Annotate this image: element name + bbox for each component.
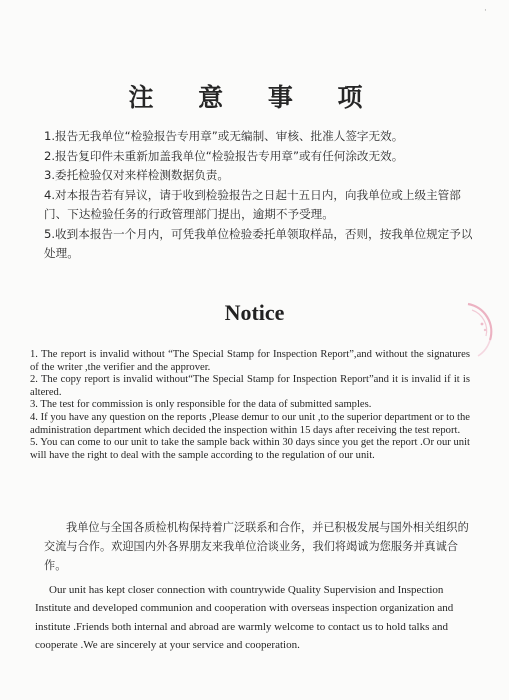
- corner-mark: ·: [484, 6, 487, 16]
- chinese-notice-item-2: 2.报告复印件未重新加盖我单位“检验报告专用章”或有任何涂改无效。: [44, 148, 404, 163]
- chinese-notice-item-1: 1.报告无我单位“检验报告专用章”或无编制、审核、批准人签字无效。: [44, 129, 404, 143]
- english-notice-item-5: 5. You can come to our unit to take the sample back within 30 days since you get the report .Or our unit will have the right to deal with the sample according to the regulation of our unit.: [30, 437, 470, 461]
- english-notice-list: [30, 349, 470, 462]
- english-title: Notice: [224, 300, 285, 325]
- chinese-notice-item-5: 5.收到本报告一个月内，可凭我单位检验委托单领取样品，否则，按我单位规定予以处理。: [44, 226, 473, 260]
- english-notice-item-3: 3. The test for commission is only responsible for the data of submitted samples.: [30, 399, 372, 411]
- chinese-notice-item-3: 3.委托检验仅对来样检测数据负责。: [44, 168, 229, 182]
- chinese-notice-list: [44, 127, 474, 264]
- english-notice-item-4: 4. If you have any question on the reports ,Please demur to our unit ,to the superior department or to the administration department which decided the inspection within 15 days after receiving the test report.: [30, 411, 470, 436]
- chinese-cooperation-paragraph: 我单位与全国各质检机构保持着广泛联系和合作，并已积极发展与国外相关组织的交流与合作。欢迎国内外各界朋友来我单位洽谈业务，我们将竭诚为您服务并真诚合作。: [44, 521, 469, 572]
- english-notice-item-2: 2. The copy report is invalid without“The Special Stamp for Inspection Report”and it is invalid if it is altered.: [30, 374, 470, 398]
- chinese-notice-item-4: 4.对本报告若有异议，请于收到检验报告之日起十五日内，向我单位或上级主管部门、下达检验任务的行政管理部门提出，逾期不予受理。: [44, 187, 461, 221]
- chinese-title: 注 意 事 项: [128, 83, 381, 112]
- english-notice-item-1: 1. The report is invalid without “The Special Stamp for Inspection Report”,and without the signatures of the writer ,the verifier and the approver.: [30, 349, 470, 373]
- english-cooperation-paragraph: Our unit has kept closer connection with countrywide Quality Supervision and Inspection Institute and developed communion and cooperation with overseas inspection organization and institute .Friends both internal and abroad are warmly welcome to contact us to hold talks and cooperate .We are sincerely at your service and cooperation.: [35, 584, 454, 652]
